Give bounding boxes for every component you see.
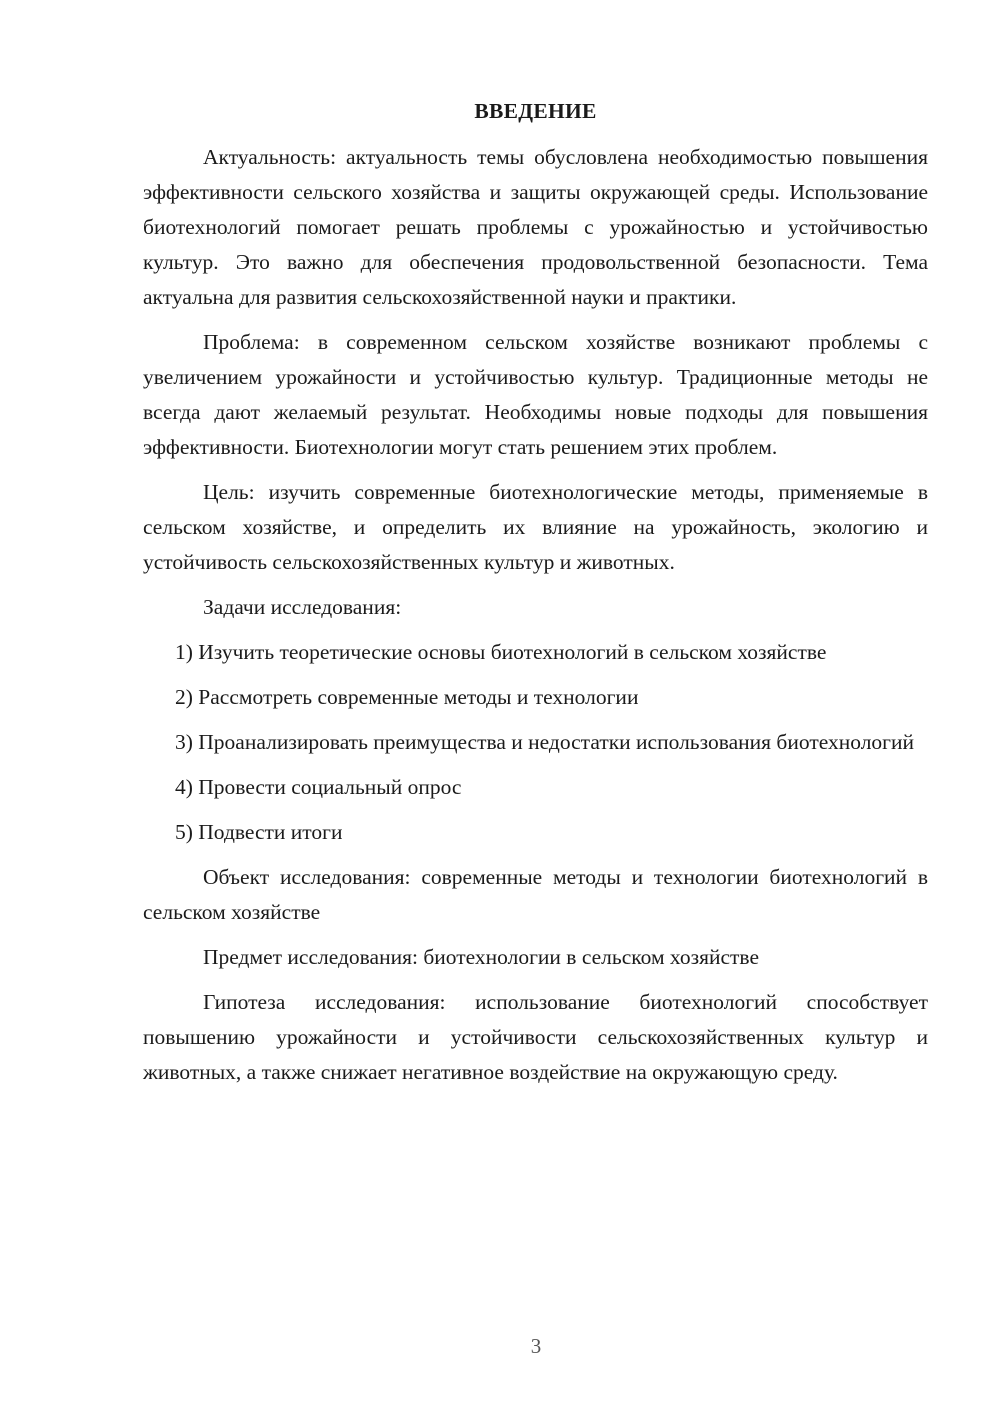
task-item-3: 3) Проанализировать преимущества и недостатки использования биотехнологий [175,730,915,754]
paragraph-problem: Проблема: в современном сельском хозяйстве возникают проблемы с увеличением урожайности и устойчивостью культур. Традиционные методы не всегда дают желаемый результат. Необходимы новые подходы для повышения эффективности. Биотехнологии могут стать решением этих проблем. [143,330,928,459]
paragraph-relevance: Актуальность: актуальность темы обусловлена необходимостью повышения эффективности сельского хозяйства и защиты окружающей среды. Использование биотехнологий помогает решать проблемы с урожайностью и устойчивостью культур. Это важно для обеспечения продовольственной безопасности. Тема актуальна для развития сельскохозяйственной науки и практики. [143,145,928,309]
task-item-2: 2) Рассмотреть современные методы и технологии [175,685,639,709]
paragraph-hypothesis: Гипотеза исследования: использование биотехнологий способствует повышению урожайности и устойчивости сельскохозяйственных культур и животных, а также снижает негативное воздействие на окружающую среду. [143,990,928,1084]
task-item-5: 5) Подвести итоги [175,820,343,844]
paragraph-subject: Предмет исследования: биотехнологии в сельском хозяйстве [203,945,759,969]
task-item-1: 1) Изучить теоретические основы биотехнологий в сельском хозяйстве [175,640,827,664]
page-content [143,96,928,1100]
paragraph-object: Объект исследования: современные методы и технологии биотехнологий в сельском хозяйстве [143,865,928,924]
page-number: 3 [530,1334,542,1358]
task-item-4: 4) Провести социальный опрос [175,775,462,799]
paragraph-goal: Цель: изучить современные биотехнологические методы, применяемые в сельском хозяйстве, и определить их влияние на урожайность, экологию и устойчивость сельскохозяйственных культур и животных. [143,480,928,574]
paragraph-tasks-heading: Задачи исследования: [203,595,402,619]
section-title: ВВЕДЕНИЕ [474,99,597,123]
